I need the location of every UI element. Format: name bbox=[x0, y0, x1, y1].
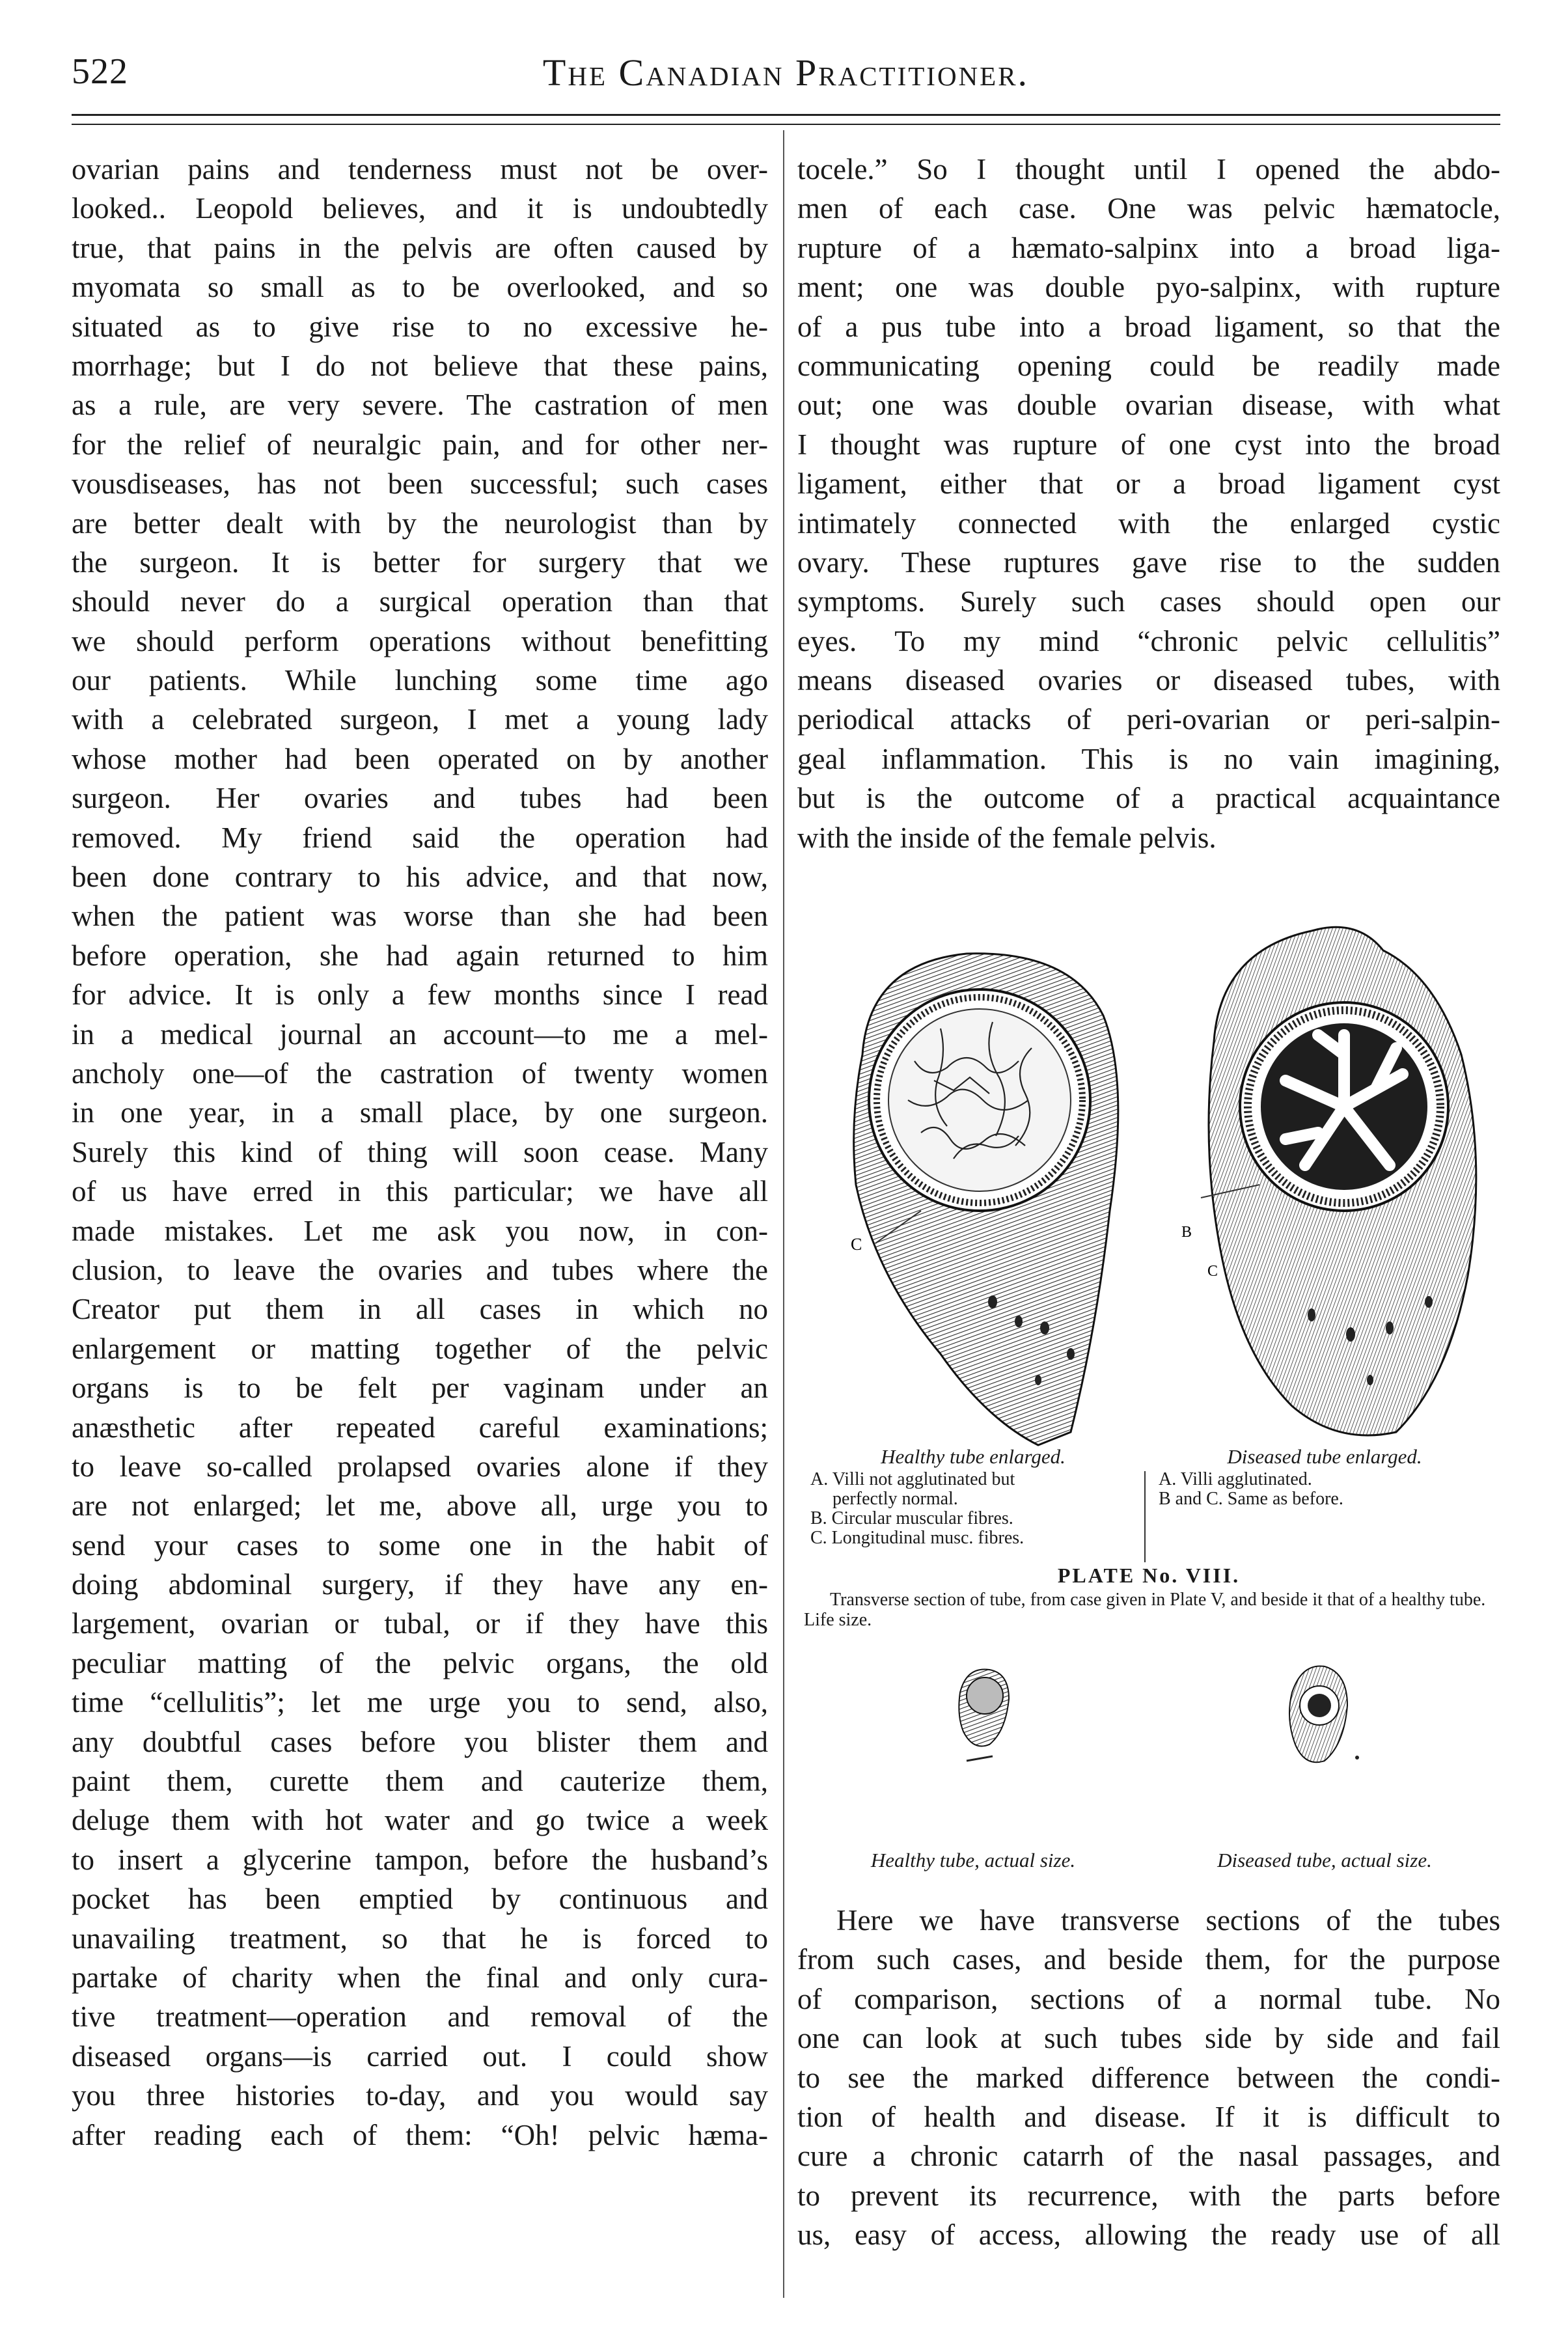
text-line: means diseased ovaries or diseased tubes, with bbox=[797, 664, 1500, 697]
text-line: myomata so small as to be overlooked, and so bbox=[72, 271, 768, 304]
text-line: Surely this kind of thing will soon cease. Many bbox=[72, 1135, 768, 1168]
right-column-bottom bbox=[797, 1901, 1500, 2255]
text-line: rupture of a hæmato-salpinx into a broad liga- bbox=[797, 231, 1500, 264]
text-line: ovary. These ruptures gave rise to the sudden bbox=[797, 545, 1500, 579]
text-line: intimately connected with the enlarged cystic bbox=[797, 506, 1500, 540]
legend-item: perfectly normal. bbox=[832, 1489, 958, 1509]
text-line: partake of charity when the final and only cura- bbox=[72, 1961, 768, 1994]
legend-item: B. Circular muscular fibres. bbox=[810, 1508, 1013, 1528]
journal-title: The Canadian Practitioner. bbox=[542, 51, 1030, 94]
page-number: 522 bbox=[72, 51, 128, 92]
text-line: deluge them with hot water and go twice a week bbox=[72, 1804, 768, 1837]
text-line: communicating opening could be readily made bbox=[797, 349, 1500, 382]
diseased-tube-actual-figure bbox=[1266, 1653, 1370, 1784]
text-line: peculiar matting of the pelvic organs, the old bbox=[72, 1646, 768, 1679]
text-line: tive treatment—operation and removal of the bbox=[72, 2000, 768, 2034]
text-line: of us have erred in this particular; we have all bbox=[72, 1175, 768, 1208]
text-line: Creator put them in all cases in which no bbox=[72, 1293, 768, 1326]
text-line: to prevent its recurrence, with the parts before bbox=[797, 2179, 1500, 2212]
healthy-tube-actual-figure bbox=[941, 1653, 1032, 1771]
text-line: us, easy of access, allowing the ready use of all bbox=[797, 2218, 1500, 2252]
text-line: cure a chronic catarrh of the nasal passages, and bbox=[797, 2140, 1500, 2173]
text-line: whose mother had been operated on by another bbox=[72, 742, 768, 775]
text-line: send your cases to some one in the habit of bbox=[72, 1528, 768, 1562]
text-line: ment; one was double pyo-salpinx, with rupture bbox=[797, 271, 1500, 304]
text-line: men of each case. One was pelvic hæmatocle, bbox=[797, 192, 1500, 225]
text-line: tocele.” So I thought until I opened the abdo- bbox=[797, 153, 1500, 186]
diseased-label-c: C bbox=[1207, 1263, 1218, 1280]
text-line: doing abdominal surgery, if they have any en- bbox=[72, 1568, 768, 1601]
text-line: organs is to be felt per vaginam under an bbox=[72, 1372, 768, 1405]
legend-divider bbox=[1144, 1471, 1146, 1562]
text-line: clusion, to leave the ovaries and tubes where the bbox=[72, 1253, 768, 1286]
text-line: for advice. It is only a few months since I read bbox=[72, 978, 768, 1012]
diseased-label-b: B bbox=[1181, 1224, 1192, 1241]
text-line: Here we have transverse sections of the tubes bbox=[836, 1904, 1500, 1937]
text-line: been done contrary to his advice, and that now, bbox=[72, 861, 768, 894]
text-line: to leave so-called prolapsed ovaries alone if they bbox=[72, 1450, 768, 1483]
text-line: paint them, curette them and cauterize them, bbox=[72, 1765, 768, 1798]
header-rule-secondary bbox=[72, 124, 1500, 125]
text-line: to see the marked difference between the condi- bbox=[797, 2061, 1500, 2094]
text-line: diseased organs—is carried out. I could show bbox=[72, 2039, 768, 2073]
legend-item: B and C. Same as before. bbox=[1159, 1489, 1343, 1509]
text-line: unavailing treatment, so that he is forced to bbox=[72, 1922, 768, 1955]
text-line: the surgeon. It is better for surgery that we bbox=[72, 545, 768, 579]
healthy-label-c: C bbox=[851, 1235, 862, 1254]
text-line: as a rule, are very severe. The castration of men bbox=[72, 389, 768, 422]
text-line: eyes. To my mind “chronic pelvic cellulitis” bbox=[797, 624, 1500, 657]
left-column bbox=[72, 150, 768, 2155]
text-line: geal inflammation. This is no vain imagining, bbox=[797, 742, 1500, 775]
text-line: with the inside of the female pelvis. bbox=[797, 821, 1217, 854]
legend-item: C. Longitudinal musc. fibres. bbox=[810, 1528, 1025, 1548]
text-line: our patients. While lunching some time ago bbox=[72, 664, 768, 697]
page-header bbox=[72, 51, 1500, 109]
text-line: but is the outcome of a practical acquaintance bbox=[797, 782, 1500, 815]
text-line: enlargement or matting together of the pelvic bbox=[72, 1332, 768, 1365]
text-line: out; one was double ovarian disease, with what bbox=[797, 389, 1500, 422]
text-line: one can look at such tubes side by side and fail bbox=[797, 2022, 1500, 2055]
text-line: of a pus tube into a broad ligament, so that the bbox=[797, 310, 1500, 343]
text-line: ancholy one—of the castration of twenty women bbox=[72, 1056, 768, 1090]
column-divider bbox=[783, 130, 784, 2298]
healthy-tube-caption: Healthy tube enlarged. bbox=[881, 1445, 1066, 1468]
plate-viii bbox=[797, 937, 1500, 1888]
text-line: periodical attacks of peri-ovarian or peri-salpin- bbox=[797, 703, 1500, 736]
text-line: surgeon. Her ovaries and tubes had been bbox=[72, 782, 768, 815]
text-line: removed. My friend said the operation had bbox=[72, 821, 768, 854]
text-line: are not enlarged; let me, above all, urge you to bbox=[72, 1489, 768, 1523]
healthy-legend bbox=[810, 1470, 1136, 1548]
text-line: we should perform operations without benefitting bbox=[72, 624, 768, 657]
header-rule bbox=[72, 114, 1500, 116]
text-line: vousdiseases, has not been successful; such cases bbox=[72, 467, 768, 501]
plate-title: PLATE No. VIII. bbox=[1057, 1564, 1241, 1587]
text-line: for the relief of neuralgic pain, and for other ner- bbox=[72, 428, 768, 461]
text-line: largement, ovarian or tubal, or if they have this bbox=[72, 1607, 768, 1640]
text-line: morrhage; but I do not believe that these pains, bbox=[72, 349, 768, 382]
diseased-tube-caption: Diseased tube enlarged. bbox=[1227, 1445, 1422, 1468]
legend-item: A. Villi not agglutinated but bbox=[810, 1469, 1015, 1489]
diseased-legend bbox=[1159, 1470, 1484, 1509]
text-line: when the patient was worse than she had been bbox=[72, 900, 768, 933]
text-line: looked.. Leopold believes, and it is undoubtedly bbox=[72, 192, 768, 225]
healthy-tube-actual-caption: Healthy tube, actual size. bbox=[870, 1849, 1076, 1871]
plate-description: Transverse section of tube, from case given in Plate V, and beside it that of a healthy tube. Life size. bbox=[804, 1590, 1486, 1630]
text-line: any doubtful cases before you blister them and bbox=[72, 1725, 768, 1758]
text-line: true, that pains in the pelvis are often caused by bbox=[72, 231, 768, 264]
text-line: from such cases, and beside them, for the purpose bbox=[797, 1943, 1500, 1976]
text-line: ovarian pains and tenderness must not be over- bbox=[72, 153, 768, 186]
text-line: ligament, either that or a broad ligament cyst bbox=[797, 467, 1500, 501]
text-line: I thought was rupture of one cyst into the broad bbox=[797, 428, 1500, 461]
legend-item: A. Villi agglutinated. bbox=[1159, 1469, 1312, 1489]
text-line: of comparison, sections of a normal tube. No bbox=[797, 1982, 1500, 2015]
text-line: tion of health and disease. If it is difficult to bbox=[797, 2100, 1500, 2133]
text-line: are better dealt with by the neurologist than by bbox=[72, 506, 768, 540]
diseased-tube-enlarged-figure bbox=[1162, 911, 1500, 1458]
diseased-tube-actual-caption: Diseased tube, actual size. bbox=[1217, 1849, 1432, 1871]
text-line: pocket has been emptied by continuous and bbox=[72, 1883, 768, 1916]
text-line: to insert a glycerine tampon, before the husband’s bbox=[72, 1843, 768, 1876]
healthy-tube-enlarged-figure bbox=[823, 937, 1149, 1458]
text-line: situated as to give rise to no excessive he- bbox=[72, 310, 768, 343]
text-line: anæsthetic after repeated careful examinations; bbox=[72, 1411, 768, 1444]
text-line: should never do a surgical operation than that bbox=[72, 585, 768, 618]
text-line: before operation, she had again returned to him bbox=[72, 939, 768, 972]
text-line: made mistakes. Let me ask you now, in con- bbox=[72, 1214, 768, 1247]
text-line: after reading each of them: “Oh! pelvic hæma- bbox=[72, 2118, 768, 2151]
text-line: with a celebrated surgeon, I met a young lady bbox=[72, 703, 768, 736]
text-line: symptoms. Surely such cases should open our bbox=[797, 585, 1500, 618]
text-line: you three histories to-day, and you would say bbox=[72, 2079, 768, 2112]
text-line: in a medical journal an account—to me a mel- bbox=[72, 1017, 768, 1051]
text-line: time “cellulitis”; let me urge you to send, also, bbox=[72, 1686, 768, 1719]
text-line: in one year, in a small place, by one surgeon. bbox=[72, 1096, 768, 1129]
right-column-top bbox=[797, 150, 1500, 857]
